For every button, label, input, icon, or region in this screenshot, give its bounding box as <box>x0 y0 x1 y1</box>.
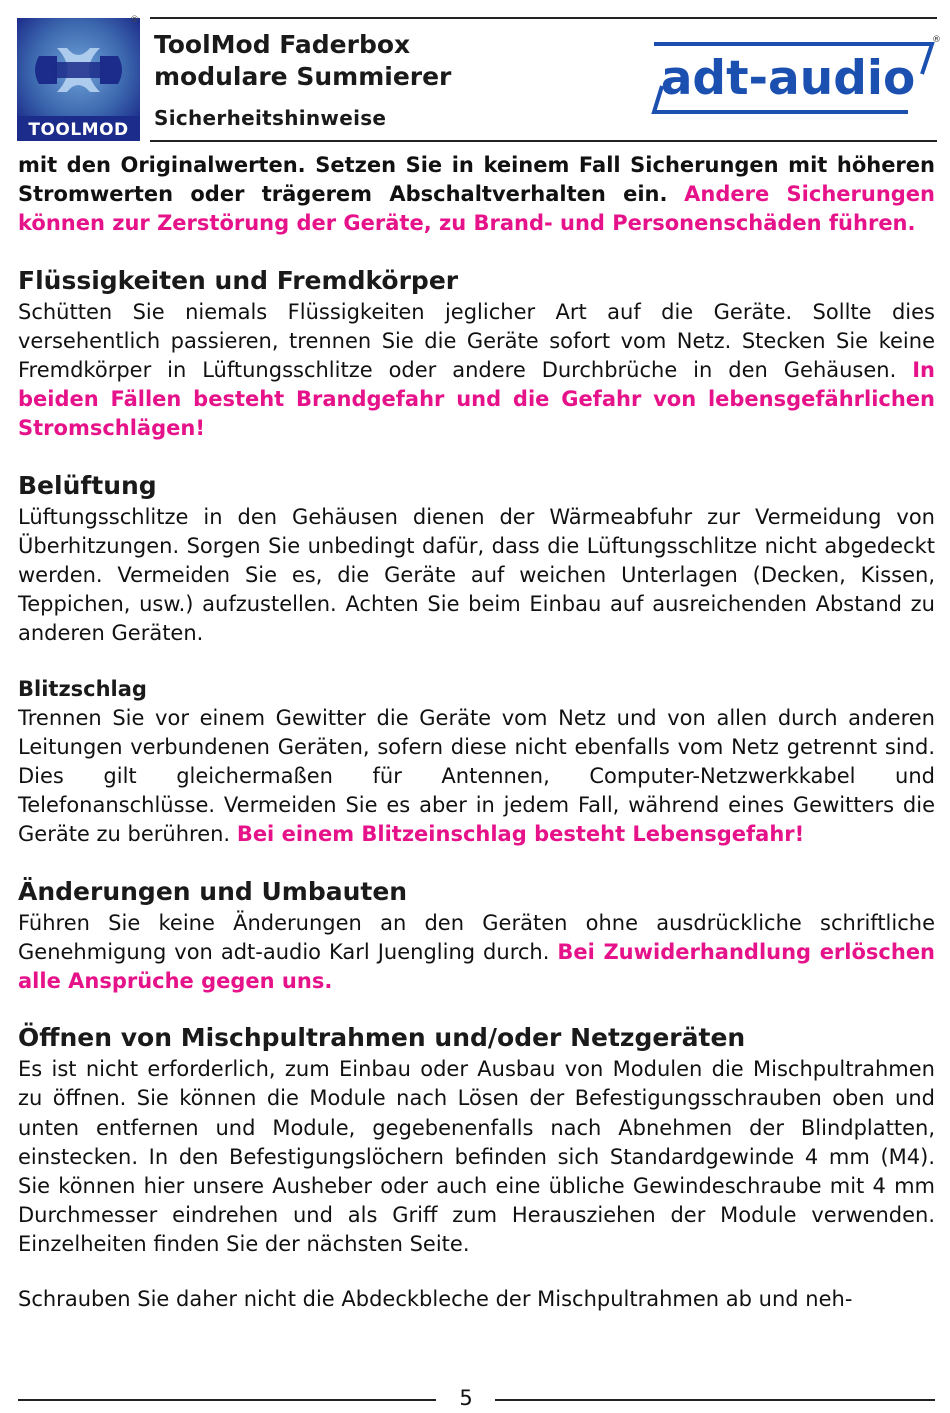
adt-audio-logo-text: adt-audio <box>660 51 916 106</box>
heading-blitzschlag: Blitzschlag <box>18 676 147 701</box>
aenderungen-body: Führen Sie keine Änderungen an den Geräten ohne ausdrückliche schriftliche Genehmigung von adt-audio Karl Juengling durch. <box>18 910 935 964</box>
adt-audio-logo <box>640 34 940 122</box>
oeffnen-paragraph: Es ist nicht erforderlich, zum Einbau oder Ausbau von Modulen die Mischpultrahmen zu öffnen. Sie können die Module nach Lösen der Befestigungsschrauben oben und unten entfernen und Module, gegebenenfalls nach Abnehmen der Blindplatten, einstecken. In den Befestigungslöchern befinden sich Standardgewinde 4 mm (M4). Sie können hier unsere Ausheber oder auch eine übliche Gewindeschraube mit 4 mm Durchmesser eindrehen und als Griff zum Herausziehen der Module verwenden. Einzelheiten finden Sie der nächsten Seite. <box>18 1057 935 1257</box>
toolmod-logo <box>17 18 140 141</box>
toolmod-logo-text: TOOLMOD <box>28 120 129 140</box>
blitzschlag-body: Trennen Sie vor einem Gewitter die Geräte vom Netz und von allen durch anderen Leitungen verbundenen Geräten, sofern diese nicht ebenfalls vom Netz getrennt sind. Dies gilt gleichermaßen für Antennen, Computer-Netzwerkkabel und Telefonanschlüsse. Vermeiden Sie es aber in jedem Fall, während eines Gewitters die Geräte zu berühren. <box>18 705 935 847</box>
blitzschlag-paragraph <box>18 704 935 850</box>
heading-belueftung: Belüftung <box>18 470 157 500</box>
fluessigkeiten-warning: In beiden Fällen besteht Brandgefahr und die Gefahr von lebensgefährlichen Stromschlägen! <box>18 358 935 441</box>
footer-rule-right <box>495 1399 935 1401</box>
doc-title-line2: modulare Summierer <box>154 62 452 91</box>
aenderungen-warning: Bei Zuwiderhandlung erlöschen alle Ansprüche gegen uns. <box>18 939 936 994</box>
heading-aenderungen: Änderungen und Umbauten <box>18 876 408 906</box>
intro-bold-text: mit den Originalwerten. Setzen Sie in keinem Fall Sicherungen mit höheren Stromwerten oder trägerem Abschaltverhalten ein. <box>18 153 935 207</box>
blitzschlag-warning: Bei einem Blitzeinschlag besteht Lebensgefahr! <box>236 822 805 847</box>
heading-oeffnen: Öffnen von Mischpultrahmen und/oder Netzgeräten <box>18 1023 746 1053</box>
registered-mark: ® <box>130 15 139 25</box>
fluessigkeiten-body: Schütten Sie niemals Flüssigkeiten jeglicher Art auf die Geräte. Sollte dies versehentlich passieren, trennen Sie die Geräte sofort vom Netz. Stecken Sie keine Fremdkörper in Lüftungsschlitze oder andere Durchbrüche in den Gehäusen. <box>18 299 935 383</box>
intro-paragraph <box>18 151 935 239</box>
adt-registered-mark: ® <box>932 35 941 45</box>
page-number: 5 <box>459 1386 473 1410</box>
aenderungen-paragraph <box>18 909 935 997</box>
footer-rule-left <box>18 1399 436 1401</box>
intro-warning: Andere Sicherungen können zur Zerstörung der Geräte, zu Brand- und Personenschäden führen. <box>18 182 936 236</box>
page-content <box>18 151 935 1314</box>
page-header <box>0 0 950 150</box>
belueftung-paragraph: Lüftungsschlitze in den Gehäusen dienen der Wärmeabfuhr zur Vermeidung von Überhitzungen. Sorgen Sie unbedingt dafür, dass die Lüftungsschlitze nicht abgedeckt werden. Vermeiden Sie es, die Geräte auf weichen Unterlagen (Decken, Kissen, Teppichen, usw.) aufzustellen. Achten Sie beim Einbau auf ausreichenden Abstand zu anderen Geräten. <box>18 504 935 646</box>
oeffnen-paragraph-2: Schrauben Sie daher nicht die Abdeckbleche der Mischpultrahmen ab und neh- <box>18 1286 853 1311</box>
doc-title-line1: ToolMod Faderbox <box>154 30 411 59</box>
heading-fluessigkeiten: Flüssigkeiten und Fremdkörper <box>18 265 459 295</box>
doc-subtitle: Sicherheitshinweise <box>154 106 387 130</box>
header-rule-bottom <box>150 140 937 142</box>
fluessigkeiten-paragraph <box>18 298 935 444</box>
header-rule-top <box>150 17 937 19</box>
